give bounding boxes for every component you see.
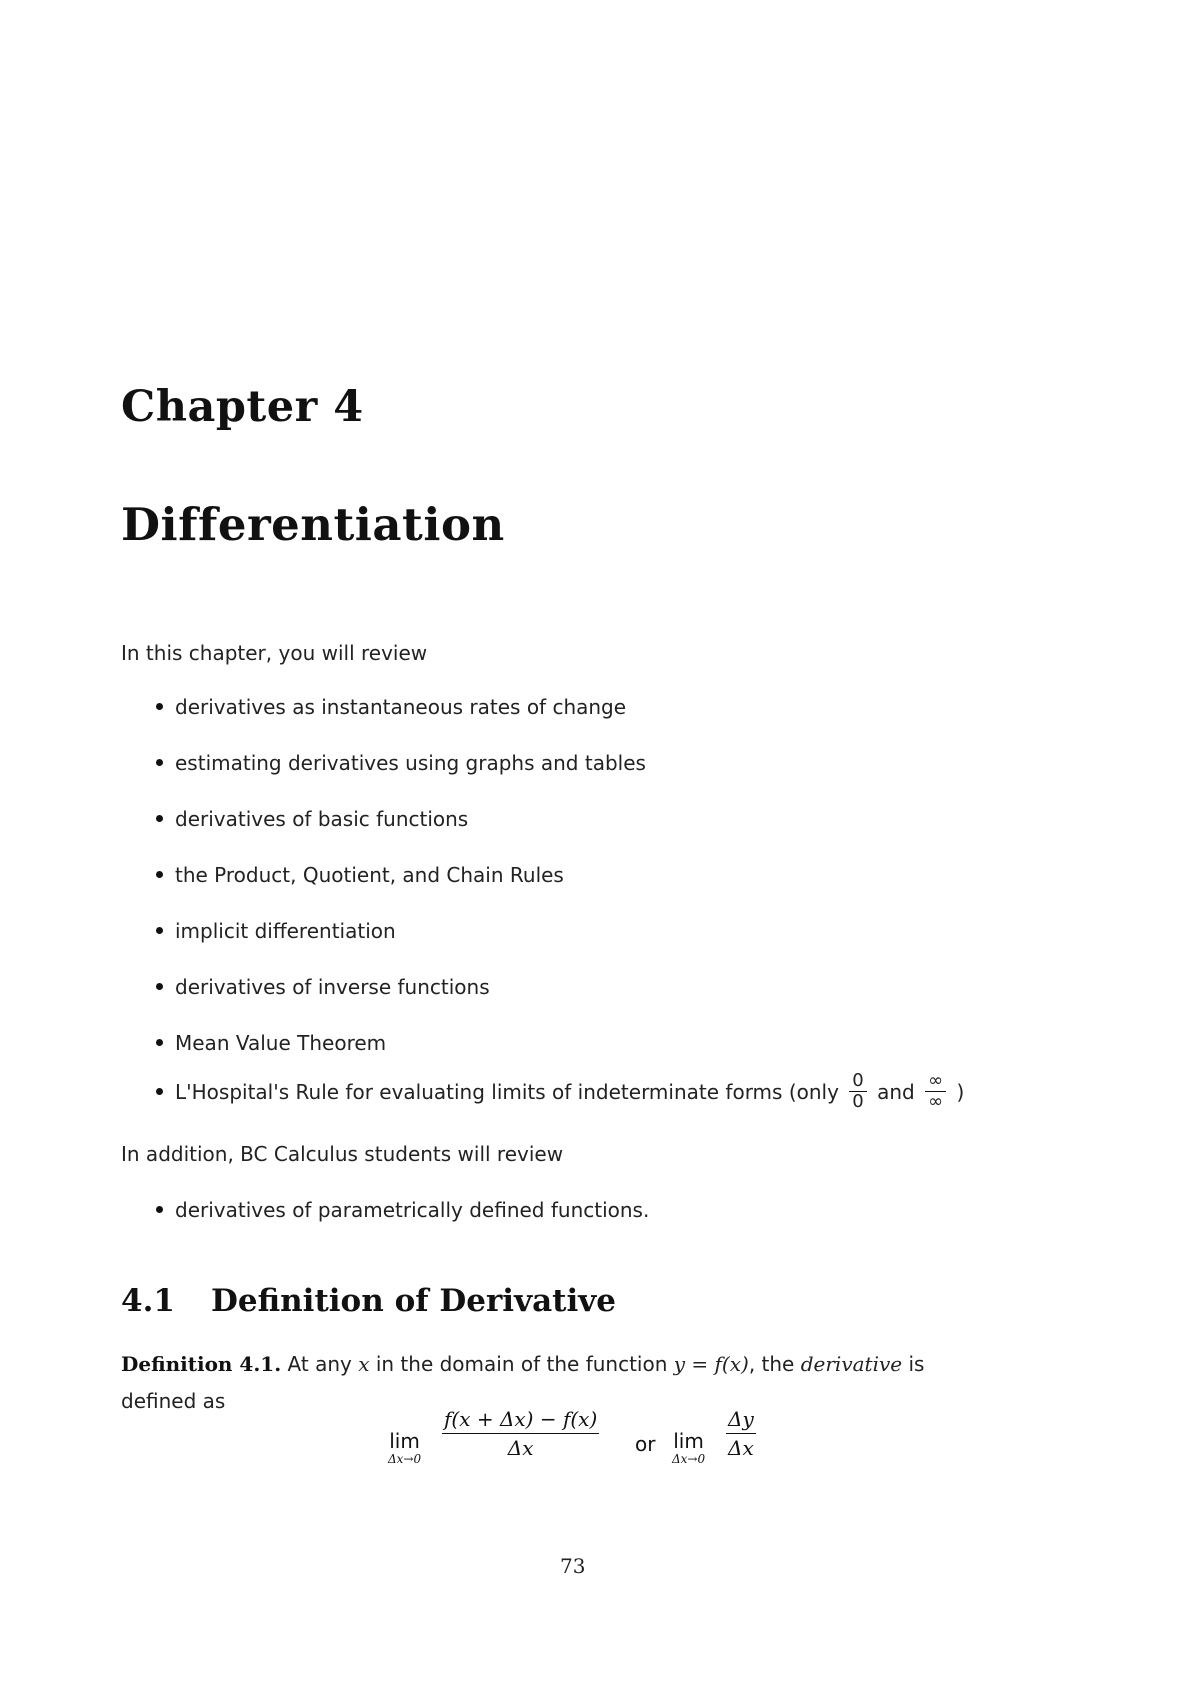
zero-over-zero-fraction: $\frac{0}{0}$	[849, 1071, 866, 1112]
section-title: Definition of Derivative	[211, 1283, 617, 1319]
review-list-item: implicit differentiation	[156, 919, 396, 943]
definition-label: Definition 4.1.	[121, 1352, 282, 1376]
derivative-formula	[388, 1408, 788, 1468]
bullet-icon	[156, 759, 163, 766]
bullet-icon	[156, 1039, 163, 1046]
review-list-item: Mean Value Theorem	[156, 1031, 386, 1055]
defined-as-text: defined as	[121, 1389, 226, 1413]
chapter-label: Chapter 4	[121, 382, 364, 432]
definition-statement: Definition 4.1. At any x in the domain of the function y = f(x), the derivative is	[121, 1352, 925, 1376]
bc-list-item: derivatives of parametrically defined functions.	[156, 1198, 649, 1222]
function-expression: y = f(x)	[673, 1352, 749, 1376]
review-list-item: derivatives of inverse functions	[156, 975, 490, 999]
bullet-icon	[156, 871, 163, 878]
bullet-icon	[156, 983, 163, 990]
intro-text: In this chapter, you will review	[121, 641, 428, 665]
section-heading	[121, 1283, 616, 1319]
limit-operator: lim Δx→0	[672, 1429, 706, 1466]
difference-quotient: $\frac{f(x + \Delta x) - f(x)}{\Delta x}$	[444, 1407, 598, 1460]
or-word: or	[635, 1432, 656, 1456]
bullet-icon	[156, 815, 163, 822]
bullet-icon	[156, 1206, 163, 1213]
review-list-item: the Product, Quotient, and Chain Rules	[156, 863, 564, 887]
page-number: 73	[560, 1554, 586, 1578]
review-list-item-lhospital: L'Hospital's Rule for evaluating limits of indeterminate forms (only $\frac{0}{0}$ and $\frac{\infty}{\infty}$ )	[156, 1073, 964, 1114]
review-list-item: estimating derivatives using graphs and tables	[156, 751, 646, 775]
delta-quotient: $\frac{\Delta y}{\Delta x}$	[728, 1407, 754, 1460]
review-list-item: derivatives as instantaneous rates of change	[156, 695, 626, 719]
variable-x: x	[358, 1352, 370, 1376]
limit-operator: lim Δx→0	[388, 1429, 422, 1466]
and-word: and	[877, 1080, 915, 1104]
bullet-icon	[156, 1088, 163, 1095]
bc-intro-text: In addition, BC Calculus students will review	[121, 1142, 564, 1166]
section-number: 4.1	[121, 1283, 175, 1319]
chapter-title: Differentiation	[121, 498, 505, 551]
derivative-term: derivative	[800, 1352, 903, 1376]
review-list-item: derivatives of basic functions	[156, 807, 468, 831]
closing-paren: )	[956, 1080, 965, 1104]
bullet-icon	[156, 703, 163, 710]
infinity-over-infinity-fraction: $\frac{\infty}{\infty}$	[925, 1071, 946, 1112]
bullet-icon	[156, 927, 163, 934]
